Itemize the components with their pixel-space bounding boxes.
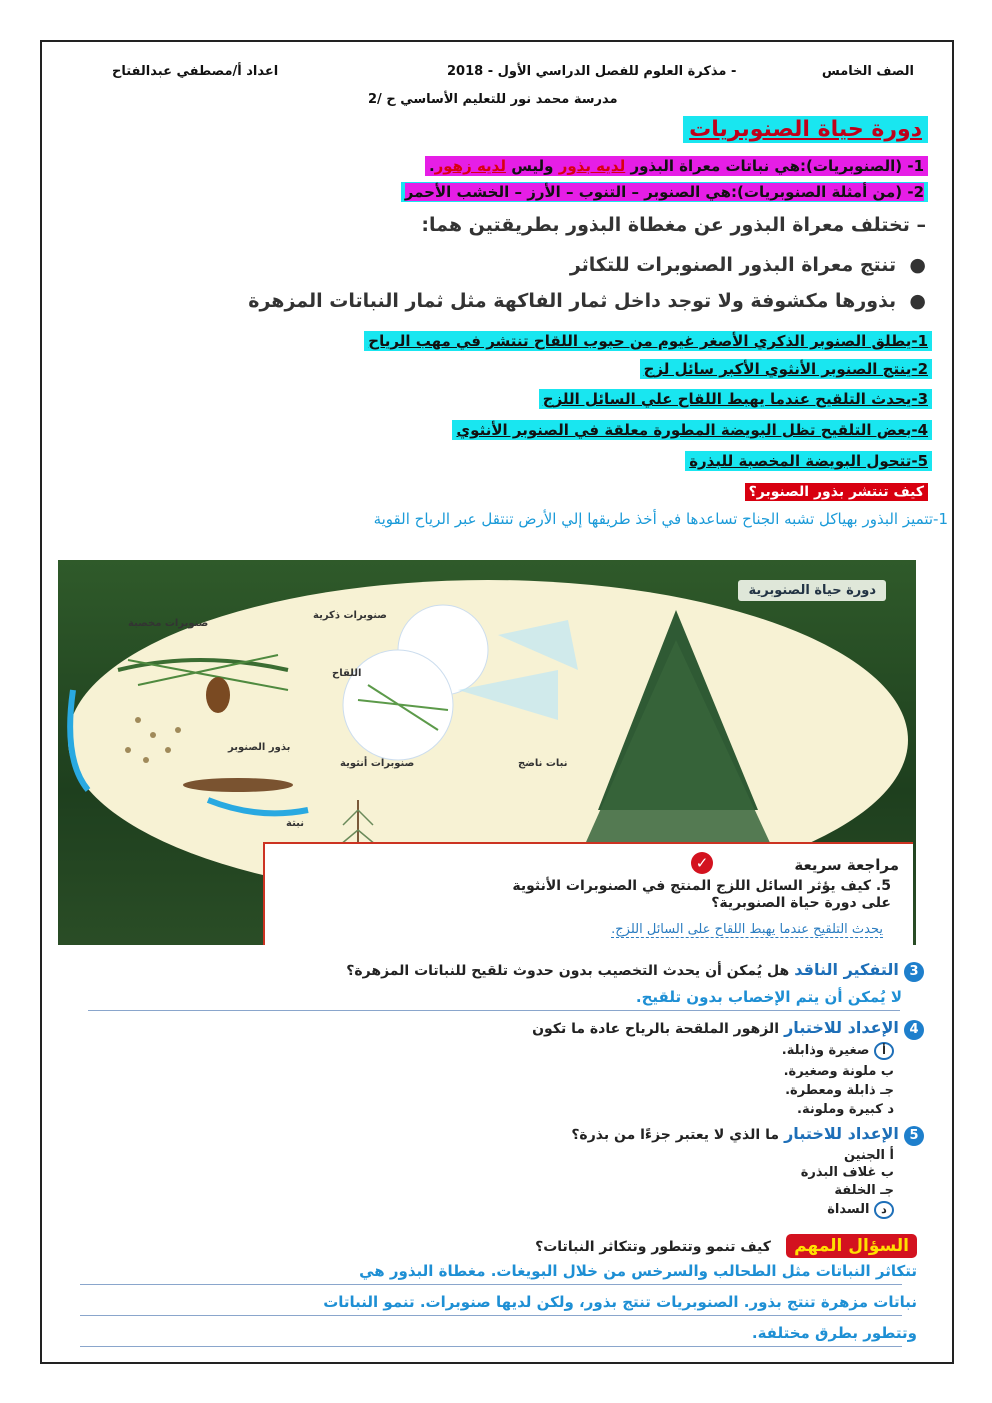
- review-heading: مراجعة سريعة: [794, 856, 899, 874]
- q3-number: 3: [904, 962, 924, 982]
- essential-line-2: نباتات مزهرة تنتج بذور. الصنوبريات تنتج بذور، ولكن لديها صنوبرات. تنمو النباتات: [323, 1293, 917, 1311]
- def1-post: وليس: [505, 157, 559, 175]
- label-fertilized: صنوبرات مخصبة: [128, 618, 209, 629]
- step-5: 5-تتحول البويضة المخصبة للبذرة: [685, 451, 932, 471]
- q5-option-b[interactable]: [801, 1165, 894, 1180]
- q5-option-a[interactable]: [844, 1148, 894, 1163]
- q5-option-c-letter: جـ: [880, 1183, 894, 1198]
- arrow-bottom: [208, 800, 308, 813]
- q3-heading: التفكير الناقد: [794, 960, 899, 979]
- author-label: اعداد أ/مصطفي عبدالفتاح: [112, 64, 279, 79]
- q4-text: الزهور الملقحة بالرياح عادة ما تكون: [532, 1021, 779, 1037]
- q5-option-a-letter: أ: [889, 1148, 894, 1163]
- book-bullet-2: ● بذورها مكشوفة ولا توجد داخل ثمار الفاكهة مثل ثمار النباتات المزهرة: [248, 290, 926, 312]
- q3-underline: [88, 1010, 900, 1011]
- arrow-left: [70, 690, 88, 790]
- q4-option-a[interactable]: [782, 1042, 894, 1060]
- seeds: [125, 717, 181, 763]
- quick-review-box: [263, 842, 913, 945]
- step-1: 1-يطلق الصنوبر الذكري الأصغر غيوم من حبوب اللقاح تنتشر في مهب الرياح: [364, 331, 932, 351]
- step-4: 4-بعض التلقيح تظل البويضة المطورة معلقة في الصنوبر الأنثوي: [452, 420, 932, 440]
- figure-title: دورة حياة الصنوبرية: [738, 580, 886, 601]
- q4-option-d-text: كبيرة وملونة.: [797, 1102, 883, 1117]
- label-male: صنوبرات ذكرية: [313, 610, 387, 621]
- book-bullet-1: ● تنتج معراة البذور الصنوبرات للتكاثر: [569, 254, 926, 276]
- life-cycle-figure: [58, 560, 916, 945]
- q4-option-a-letter: أ: [874, 1042, 894, 1060]
- essential-badge: السؤال المهم: [786, 1234, 917, 1258]
- essential-underline-2: [80, 1315, 902, 1316]
- fertilized-branch: [118, 655, 288, 713]
- q4-option-d-letter: د: [887, 1102, 894, 1117]
- subject-label: - مذكرة العلوم للفصل الدراسي الأول - 2018: [447, 64, 737, 79]
- answer: 1-تتميز البذور بهياكل تشبه الجناح تساعدها في أخذ طريقها إلي الأرض تنتقل عبر الرياح القوية: [373, 510, 948, 528]
- q5-option-d-letter: د: [874, 1201, 894, 1219]
- q5-row: [571, 1124, 924, 1146]
- q5-option-c-text: الخلفة: [834, 1183, 876, 1198]
- essential-line-3: وتتطور بطرق مختلفة.: [751, 1324, 917, 1342]
- q5-option-b-text: غلاف البذرة: [800, 1165, 877, 1180]
- q5-option-a-text: الجنين: [843, 1148, 885, 1163]
- review-answer: يحدث التلقيح عندما يهبط اللقاح على السائل اللزج.: [611, 922, 883, 937]
- label-seedling: نبتة: [286, 818, 304, 829]
- essential-underline-3: [80, 1346, 902, 1347]
- label-female: صنوبرات أنثوية: [340, 758, 415, 769]
- step-2: 2-ينتج الصنوبر الأنثوي الأكبر سائل لزج: [640, 359, 932, 379]
- q4-option-d[interactable]: [797, 1102, 894, 1117]
- q5-text: ما الذي لا يعتبر جزءًا من بذرة؟: [571, 1127, 779, 1143]
- review-question-line1: 5. كيف يؤثر السائل اللزج المنتج في الصنوبرات الأنثوية: [512, 878, 891, 894]
- soil: [183, 778, 293, 792]
- essential-question: كيف تنمو وتتطور وتتكاثر النباتات؟: [535, 1239, 771, 1255]
- q4-number: 4: [904, 1020, 924, 1040]
- check-icon: ✓: [691, 852, 713, 874]
- q3-text: هل يُمكن أن يحدث التخصيب بدون حدوث تلقيح للنباتات المزهرة؟: [346, 963, 790, 979]
- question: كيف تنتشر بذور الصنوبر؟: [745, 483, 928, 501]
- book-bullet-1-text: تنتج معراة البذور الصنوبرات للتكاثر: [569, 254, 897, 276]
- q4-heading: الإعداد للاختبار: [784, 1018, 899, 1037]
- grade-label: الصف الخامس: [821, 64, 914, 79]
- q4-option-c-text: ذابلة ومعطرة.: [785, 1083, 876, 1098]
- q3-answer: لا يُمكن أن يتم الإخصاب بدون تلقيح.: [635, 988, 902, 1006]
- q5-option-d[interactable]: [827, 1201, 894, 1219]
- book-bullet-2-text: بذورها مكشوفة ولا توجد داخل ثمار الفاكهة مثل ثمار النباتات المزهرة: [248, 290, 897, 312]
- q5-number: 5: [904, 1126, 924, 1146]
- def2-text: 2- (من أمثلة الصنوبريات):هي الصنوبر – التنوب – الأرز – الخشب الأحمر: [404, 183, 924, 201]
- q5-heading: الإعداد للاختبار: [784, 1124, 899, 1143]
- q4-option-c-letter: جـ: [880, 1083, 894, 1098]
- q4-option-b[interactable]: [784, 1064, 894, 1079]
- essential-line-1: تتكاثر النباتات مثل الطحالب والسرخس من خلال البويغات. مغطاة البذور هي: [359, 1262, 917, 1280]
- review-question: [512, 878, 891, 912]
- def1-end: لديه زهور: [434, 157, 506, 175]
- definition-1: 1- (الصنوبريات):هي نباتات معراة البذور لديه بذور وليس لديه زهور.: [425, 156, 928, 176]
- q4-row: [532, 1018, 924, 1040]
- review-question-line2: على دورة حياة الصنوبرية؟: [711, 895, 891, 911]
- def1-mid: لديه بذور: [558, 157, 626, 175]
- label-seeds: بذور الصنوبر: [228, 742, 291, 753]
- essential-underline-1: [80, 1284, 902, 1285]
- definition-2: [401, 182, 928, 202]
- q3-row: [346, 960, 924, 982]
- page-title: دورة حياة الصنوبريات: [683, 116, 928, 143]
- q5-option-b-letter: ب: [880, 1165, 894, 1180]
- q5-option-c[interactable]: [834, 1183, 894, 1198]
- q5-option-d-text: السداة: [827, 1202, 870, 1217]
- book-intro: – تختلف معراة البذور عن مغطاة البذور بطريقتين هما:: [421, 214, 926, 236]
- q4-option-a-text: صغيرة وذابلة.: [781, 1043, 870, 1058]
- def1-pre: 1- (الصنوبريات):هي نباتات معراة البذور: [625, 157, 924, 175]
- arrow-male: [498, 620, 578, 670]
- label-mature: نبات ناضج: [518, 758, 568, 769]
- step-3: 3-يحدث التلقيح عندما يهبط اللقاح علي السائل اللزج: [539, 389, 932, 409]
- essential-row: [535, 1236, 917, 1256]
- q4-option-b-letter: ب: [880, 1064, 894, 1079]
- q4-option-c[interactable]: [785, 1083, 894, 1098]
- label-pollen: اللقاح: [332, 668, 362, 679]
- q4-option-b-text: ملونة وصغيرة.: [783, 1064, 877, 1079]
- school-label: مدرسة محمد نور للتعليم الأساسي ح /2: [368, 92, 618, 107]
